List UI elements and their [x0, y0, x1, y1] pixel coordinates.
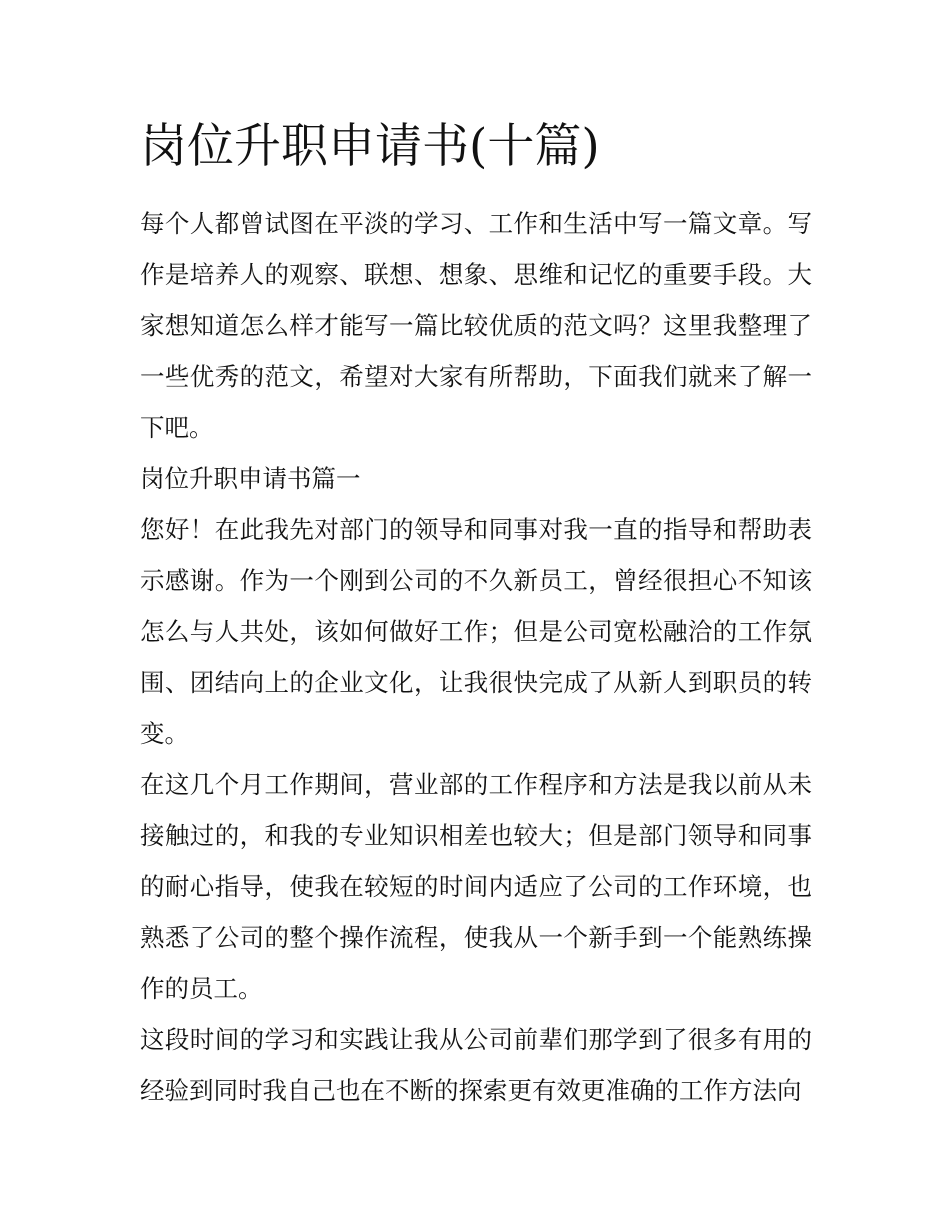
document-body — [140, 198, 812, 1116]
body-paragraph: 这段时间的学习和实践让我从公司前辈们那学到了很多有用的经验到同时我自己也在不断的探索更有效更准确的工作方法向 — [140, 1025, 812, 1105]
section-heading: 岗位升职申请书篇一 — [140, 464, 361, 493]
document-title: 岗位升职申请书(十篇) — [140, 119, 600, 174]
intro-paragraph: 每个人都曾试图在平淡的学习、工作和生活中写一篇文章。写作是培养人的观察、联想、想象、思维和记忆的重要手段。大家想知道怎么样才能写一篇比较优质的范文吗？这里我整理了一些优秀的范文，希望对大家有所帮助，下面我们就来了解一下吧。 — [140, 209, 812, 442]
body-paragraph: 您好！在此我先对部门的领导和同事对我一直的指导和帮助表示感谢。作为一个刚到公司的不久新员工，曾经很担心不知该怎么与人共处，该如何做好工作；但是公司宽松融洽的工作氛围、团结向上的企业文化，让我很快完成了从新人到职员的转变。 — [140, 515, 812, 748]
body-paragraph: 在这几个月工作期间，营业部的工作程序和方法是我以前从未接触过的，和我的专业知识相差也较大；但是部门领导和同事的耐心指导，使我在较短的时间内适应了公司的工作环境，也熟悉了公司的整个操作流程，使我从一个新手到一个能熟练操作的员工。 — [140, 770, 812, 1003]
